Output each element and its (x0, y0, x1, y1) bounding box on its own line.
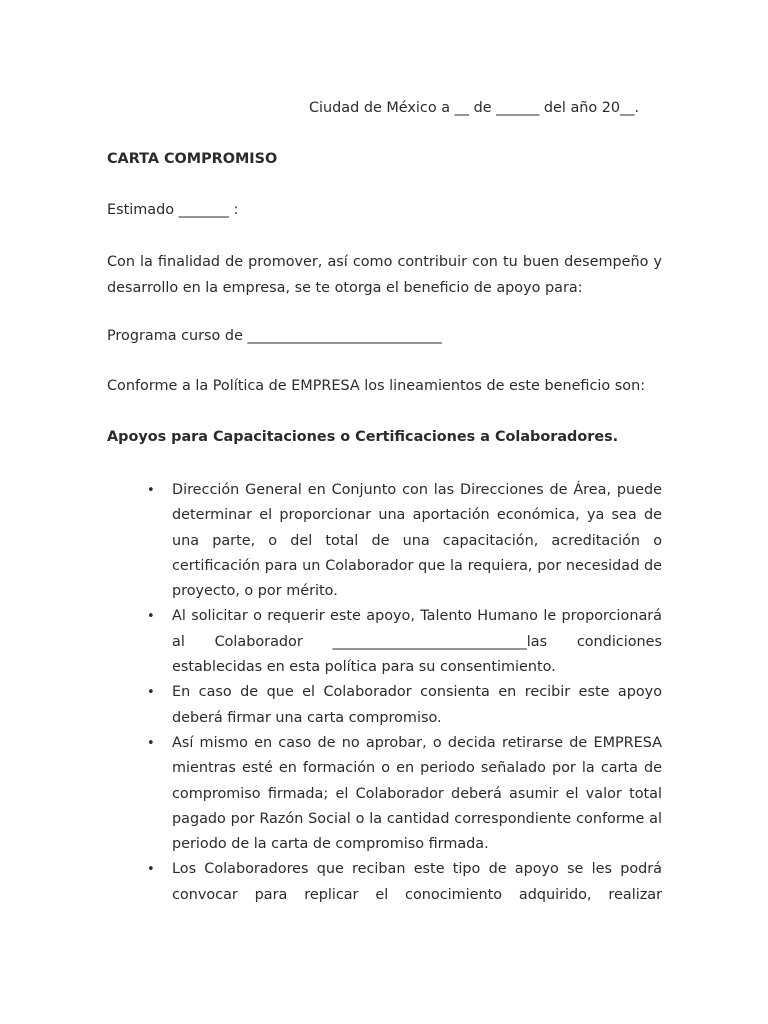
list-item (107, 857, 662, 908)
list-item (107, 680, 662, 731)
guidelines-list (107, 478, 662, 908)
list-item-text: En caso de que el Colaborador consienta en recibir este apoyo deberá firmar una carta compromiso. (172, 684, 662, 726)
intro-paragraph (107, 250, 662, 301)
greeting-line: Estimado _______ : (107, 202, 239, 218)
date-line: Ciudad de México a __ de ______ del año 20__. (309, 100, 640, 116)
bullet-icon: • (147, 862, 155, 878)
list-item-text: Así mismo en caso de no aprobar, o decida retirarse de EMPRESA mientras esté en formación o en periodo señalado por la carta de compromiso firmada; el Colaborador deberá asumir el valor total pagado por Razón Social o la cantidad correspondiente conforme al periodo de la carta de compromiso firmada. (172, 734, 662, 853)
program-line: Programa curso de ___________________________ (107, 328, 442, 344)
list-item-text: Dirección General en Conjunto con las Direcciones de Área, puede determinar el proporcionar una aportación económica, ya sea de una parte, o del total de una capacitación, acreditación o certificación para un Colaborador que la requiera, por necesidad de proyecto, o por mérito. (172, 482, 662, 600)
bullet-icon: • (147, 735, 155, 751)
list-item (107, 731, 662, 857)
intro-text: Con la finalidad de promover, así como contribuir con tu buen desempeño y desarrollo en la empresa, se te otorga el beneficio de apoyo para: (107, 254, 662, 296)
list-item-text: Al solicitar o requerir este apoyo, Talento Humano le proporcionará al Colaborador ___________________________las condiciones establecidas en esta política para su consentimiento. (172, 608, 662, 676)
bullet-icon: • (147, 685, 155, 701)
bullet-icon: • (147, 483, 155, 498)
section-heading: Apoyos para Capacitaciones o Certificaciones a Colaboradores. (107, 429, 619, 445)
list-item (107, 604, 662, 680)
list-item-text: Los Colaboradores que reciban este tipo de apoyo se les podrá convocar para replicar el conocimiento adquirido, realizar (172, 861, 662, 903)
policy-line: Conforme a la Política de EMPRESA los lineamientos de este beneficio son: (107, 378, 646, 394)
list-item (107, 478, 662, 604)
bullet-icon: • (147, 609, 155, 625)
letter-title: CARTA COMPROMISO (107, 151, 278, 167)
